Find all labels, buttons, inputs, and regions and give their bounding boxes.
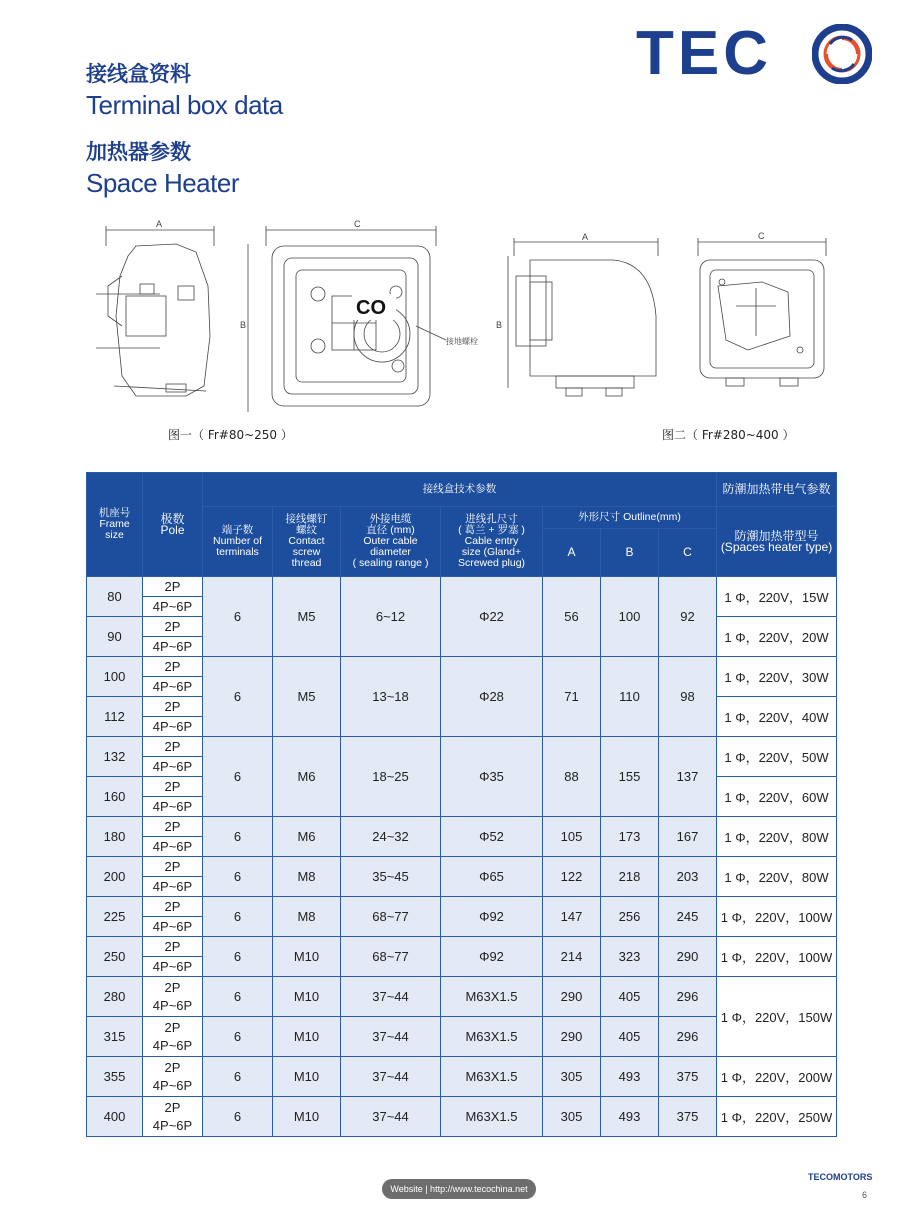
screw-cell: M6 [273, 817, 341, 857]
heater-cell: 1 Φ，220V，40W [717, 697, 837, 737]
b-cell: 405 [601, 977, 659, 1017]
th-c: C [659, 529, 717, 577]
a-cell: 290 [543, 1017, 601, 1057]
fig1-front-view [248, 226, 446, 412]
c-cell: 296 [659, 977, 717, 1017]
pole-cell: 2P [143, 657, 203, 677]
terminals-cell: 6 [203, 577, 273, 657]
pole-cell: 2P [143, 897, 203, 917]
terminals-cell: 6 [203, 977, 273, 1017]
terminals-cell: 6 [203, 1057, 273, 1097]
heater-cell: 1 Φ，220V，20W [717, 617, 837, 657]
pole-cell: 2P [143, 697, 203, 717]
terminals-cell: 6 [203, 817, 273, 857]
a-cell: 88 [543, 737, 601, 817]
pole-cell: 2P [143, 777, 203, 797]
terminals-cell: 6 [203, 857, 273, 897]
c-cell: 375 [659, 1097, 717, 1137]
b-cell: 256 [601, 897, 659, 937]
screw-cell: M5 [273, 657, 341, 737]
pole-cell: 4P~6P [143, 597, 203, 617]
cable-cell: 13~18 [341, 657, 441, 737]
c-cell: 167 [659, 817, 717, 857]
heater-cell: 1 Φ，220V，200W [717, 1057, 837, 1097]
pole-2p: 2P [164, 1059, 181, 1075]
cable-cell: 37~44 [341, 977, 441, 1017]
th-screw: 接线螺钉 螺纹 Contact screw thread [273, 507, 341, 577]
th-pole: 极数 Pole [143, 473, 203, 577]
table-row [87, 737, 837, 757]
pole-2p: 2P [164, 1019, 181, 1035]
a-cell: 122 [543, 857, 601, 897]
pole-2p: 2P [164, 979, 181, 995]
cable-cell: 37~44 [341, 1057, 441, 1097]
b-cell: 110 [601, 657, 659, 737]
entry-cell: Φ92 [441, 937, 543, 977]
pole-cell: 2P [143, 577, 203, 597]
screw-cell: M10 [273, 1017, 341, 1057]
cable-cell: 37~44 [341, 1017, 441, 1057]
fig2-caption: 图二（ Fr#280~400 ） [662, 428, 795, 442]
pole-4p: 4P~6P [152, 997, 193, 1013]
table-row [87, 897, 837, 917]
th-tech-group: 接线盒技术参数 [203, 473, 717, 507]
logo-swirl-icon [812, 24, 872, 84]
pole-cell [143, 1057, 203, 1097]
heater-cell: 1 Φ，220V，15W [717, 577, 837, 617]
fig2-dim-b: B [496, 320, 503, 330]
a-cell: 147 [543, 897, 601, 937]
entry-cell: M63X1.5 [441, 1057, 543, 1097]
pole-cell: 4P~6P [143, 717, 203, 737]
c-cell: 375 [659, 1057, 717, 1097]
th-heater-type: 防潮加热带型号 (Spaces heater type) [717, 507, 837, 577]
frame-cell: 100 [87, 657, 143, 697]
screw-cell: M8 [273, 857, 341, 897]
fig2-dim-a: A [582, 232, 589, 242]
a-cell: 214 [543, 937, 601, 977]
a-cell: 305 [543, 1097, 601, 1137]
a-cell: 56 [543, 577, 601, 657]
spec-table [86, 472, 837, 1137]
cable-cell: 37~44 [341, 1097, 441, 1137]
screw-cell: M10 [273, 1097, 341, 1137]
pole-2p: 2P [164, 1099, 181, 1115]
entry-cell: M63X1.5 [441, 1097, 543, 1137]
fig2-side-view [508, 238, 658, 396]
frame-cell: 400 [87, 1097, 143, 1137]
terminals-cell: 6 [203, 657, 273, 737]
entry-cell: M63X1.5 [441, 977, 543, 1017]
frame-cell: 160 [87, 777, 143, 817]
fig1-dim-c: C [354, 219, 361, 229]
spec-table-body [87, 577, 837, 1137]
screw-cell: M6 [273, 737, 341, 817]
table-row [87, 977, 837, 1017]
pole-cell [143, 1097, 203, 1137]
heater-cell: 1 Φ，220V，50W [717, 737, 837, 777]
heater-cell: 1 Φ，220V，100W [717, 897, 837, 937]
pole-4p: 4P~6P [152, 1077, 193, 1093]
screw-cell: M5 [273, 577, 341, 657]
pole-cell: 4P~6P [143, 797, 203, 817]
frame-cell: 355 [87, 1057, 143, 1097]
a-cell: 105 [543, 817, 601, 857]
b-cell: 173 [601, 817, 659, 857]
b-cell: 218 [601, 857, 659, 897]
pole-cell: 2P [143, 737, 203, 757]
c-cell: 290 [659, 937, 717, 977]
fig1-logo-fragment: CO [356, 297, 386, 319]
table-row [87, 577, 837, 597]
fig2-front-view [698, 238, 826, 386]
screw-cell: M8 [273, 897, 341, 937]
heater-cell: 1 Φ，220V，150W [717, 977, 837, 1057]
pole-cell: 2P [143, 857, 203, 877]
teco-logo [636, 19, 876, 88]
th-outline: 外形尺寸 Outline(mm) [543, 507, 717, 529]
heater-cell: 1 Φ，220V，100W [717, 937, 837, 977]
pole-cell: 4P~6P [143, 677, 203, 697]
frame-cell: 200 [87, 857, 143, 897]
b-cell: 405 [601, 1017, 659, 1057]
cable-cell: 68~77 [341, 897, 441, 937]
th-cable: 外接电缆 直径 (mm) Outer cable diameter ( sealing range ) [341, 507, 441, 577]
frame-cell: 280 [87, 977, 143, 1017]
screw-cell: M10 [273, 937, 341, 977]
frame-cell: 225 [87, 897, 143, 937]
pole-cell: 4P~6P [143, 917, 203, 937]
entry-cell: M63X1.5 [441, 1017, 543, 1057]
a-cell: 305 [543, 1057, 601, 1097]
th-b: B [601, 529, 659, 577]
c-cell: 98 [659, 657, 717, 737]
entry-cell: Φ28 [441, 657, 543, 737]
table-row [87, 857, 837, 877]
fig1-dim-b: B [240, 320, 247, 330]
c-cell: 92 [659, 577, 717, 657]
page-title-cn: 接线盒资料 [86, 62, 191, 86]
pole-4p: 4P~6P [152, 1117, 193, 1133]
cable-cell: 68~77 [341, 937, 441, 977]
table-row [87, 817, 837, 837]
section-title-cn: 加热器参数 [86, 140, 191, 164]
fig1-ground-label: 接地螺栓 [446, 337, 478, 346]
heater-cell: 1 Φ，220V，80W [717, 817, 837, 857]
b-cell: 323 [601, 937, 659, 977]
cable-cell: 18~25 [341, 737, 441, 817]
frame-cell: 112 [87, 697, 143, 737]
frame-cell: 132 [87, 737, 143, 777]
pole-cell: 2P [143, 817, 203, 837]
section-title-en: Space Heater [86, 168, 239, 198]
table-row [87, 937, 837, 957]
terminals-cell: 6 [203, 937, 273, 977]
frame-cell: 80 [87, 577, 143, 617]
heater-cell: 1 Φ，220V，250W [717, 1097, 837, 1137]
frame-cell: 90 [87, 617, 143, 657]
th-entry: 进线孔尺寸 ( 葛兰 + 罗塞 ) Cable entry size (Gland+ Screwed plug) [441, 507, 543, 577]
page-title-en: Terminal box data [86, 90, 283, 120]
c-cell: 245 [659, 897, 717, 937]
th-heater-group: 防潮加热带电气参数 [717, 473, 837, 507]
footer-brand: TECOMOTORS [808, 1172, 873, 1182]
pole-cell [143, 1017, 203, 1057]
heater-cell: 1 Φ，220V，60W [717, 777, 837, 817]
entry-cell: Φ65 [441, 857, 543, 897]
table-row [87, 1057, 837, 1097]
pole-cell: 4P~6P [143, 877, 203, 897]
frame-cell: 315 [87, 1017, 143, 1057]
b-cell: 155 [601, 737, 659, 817]
pole-cell: 4P~6P [143, 757, 203, 777]
pole-cell: 2P [143, 937, 203, 957]
fig2-dim-c: C [758, 231, 765, 241]
c-cell: 203 [659, 857, 717, 897]
terminals-cell: 6 [203, 1097, 273, 1137]
screw-cell: M10 [273, 977, 341, 1017]
frame-cell: 250 [87, 937, 143, 977]
th-frame: 机座号 Frame size [87, 473, 143, 577]
entry-cell: Φ92 [441, 897, 543, 937]
heater-cell: 1 Φ，220V，80W [717, 857, 837, 897]
c-cell: 137 [659, 737, 717, 817]
logo-wordmark: TEC [636, 19, 772, 88]
th-terminals: 端子数 Number of terminals [203, 507, 273, 577]
terminals-cell: 6 [203, 897, 273, 937]
fig1-caption: 图一（ Fr#80~250 ） [168, 428, 293, 442]
pole-cell: 4P~6P [143, 957, 203, 977]
pole-cell: 4P~6P [143, 637, 203, 657]
heater-cell: 1 Φ，220V，30W [717, 657, 837, 697]
entry-cell: Φ35 [441, 737, 543, 817]
c-cell: 296 [659, 1017, 717, 1057]
table-row [87, 1097, 837, 1137]
terminals-cell: 6 [203, 1017, 273, 1057]
th-a: A [543, 529, 601, 577]
pole-cell: 2P [143, 617, 203, 637]
table-row [87, 657, 837, 677]
entry-cell: Φ22 [441, 577, 543, 657]
terminals-cell: 6 [203, 737, 273, 817]
frame-cell: 180 [87, 817, 143, 857]
b-cell: 100 [601, 577, 659, 657]
a-cell: 71 [543, 657, 601, 737]
entry-cell: Φ52 [441, 817, 543, 857]
fig1-side-view [96, 226, 214, 396]
cable-cell: 35~45 [341, 857, 441, 897]
pole-cell: 4P~6P [143, 837, 203, 857]
website-link[interactable]: Website | http://www.tecochina.net [382, 1179, 536, 1199]
screw-cell: M10 [273, 1057, 341, 1097]
page-number: 6 [862, 1190, 868, 1200]
cable-cell: 6~12 [341, 577, 441, 657]
pole-4p: 4P~6P [152, 1037, 193, 1053]
pole-cell [143, 977, 203, 1017]
b-cell: 493 [601, 1057, 659, 1097]
cable-cell: 24~32 [341, 817, 441, 857]
terminal-box-drawings [86, 216, 836, 446]
b-cell: 493 [601, 1097, 659, 1137]
a-cell: 290 [543, 977, 601, 1017]
fig1-dim-a: A [156, 219, 163, 229]
